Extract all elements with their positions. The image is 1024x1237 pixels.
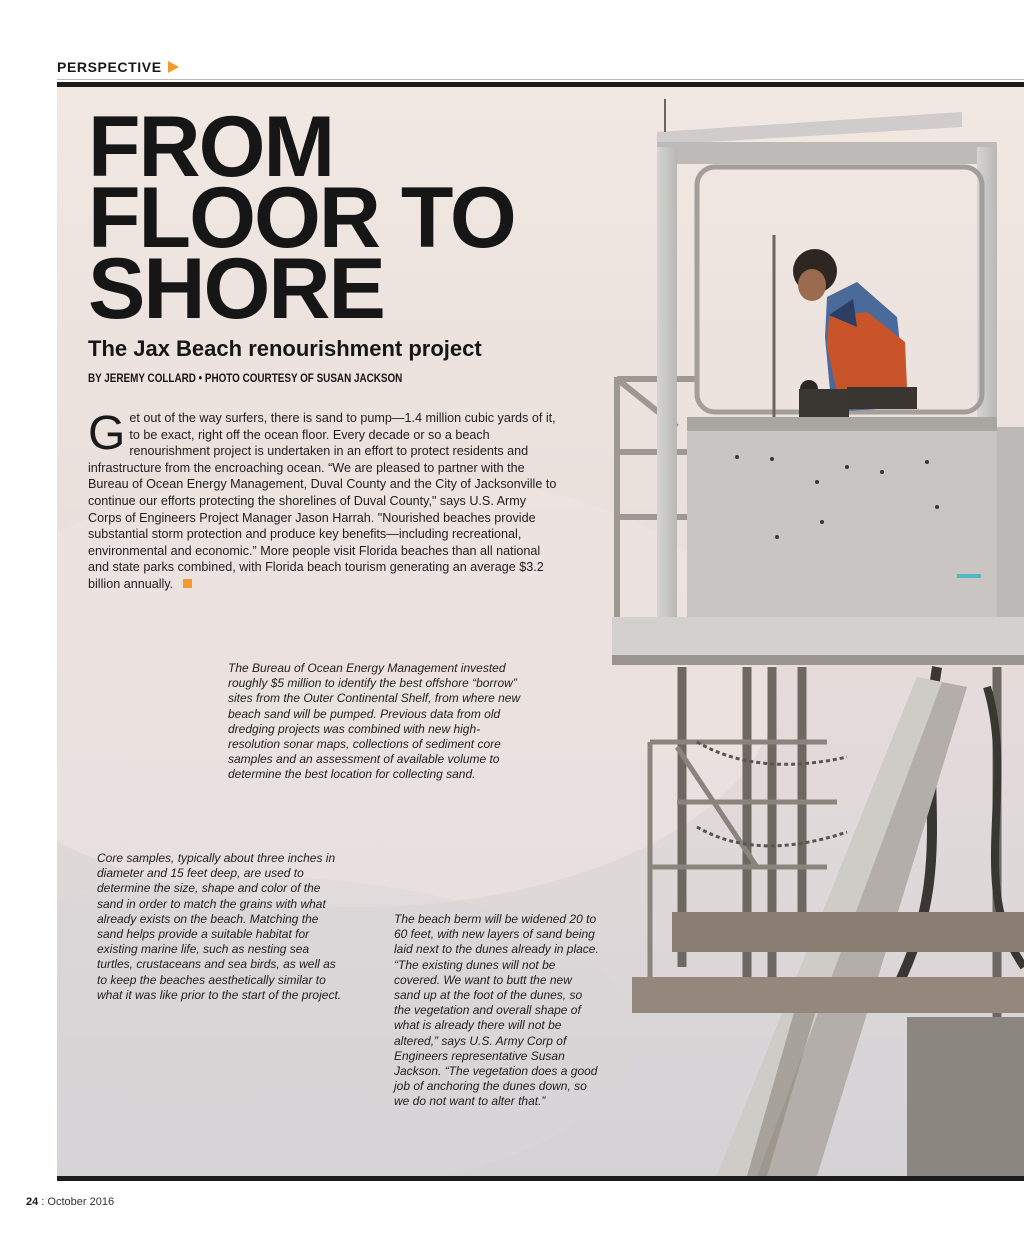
section-label bbox=[57, 59, 179, 75]
article-byline: BY JEREMY COLLARD • PHOTO COURTESY OF SUSAN JACKSON bbox=[88, 373, 403, 385]
page-folio bbox=[26, 1196, 114, 1208]
headline-line-3: SHORE bbox=[88, 241, 384, 337]
issue-date: October 2016 bbox=[47, 1196, 115, 1208]
folio-separator: : bbox=[38, 1196, 48, 1208]
drop-cap: G bbox=[88, 407, 126, 460]
footer-rule bbox=[57, 1176, 1024, 1181]
headline-line-1: FROM bbox=[88, 99, 334, 195]
section-label-text: PERSPECTIVE bbox=[57, 59, 162, 75]
article-body bbox=[88, 407, 558, 593]
headline-line-2: FLOOR TO bbox=[88, 170, 515, 266]
page-number: 24 bbox=[26, 1196, 39, 1208]
caption-core-samples: Core samples, typically about three inches in diameter and 15 feet deep, are used to determine the size, shape and color of the sand in order to match the grains with what already exists on the beach. Matching the sand helps provide a suitable habitat for existing marine life, such as nesting sea turtles, crustaceans and sea birds, as well as to keep the beaches aesthetically similar to what it was like prior to the start of the project. bbox=[97, 851, 342, 1002]
caption-ocean-energy: The Bureau of Ocean Energy Management invested roughly $5 million to identify the best offshore “borrow” sites from the Outer Continental Shelf, from where new beach sand will be pumped. Previous data from old dredging projects was combined with new high-resolution sonar maps, collections of sediment core samples and an assessment of available volume to determine the best location for collecting sand. bbox=[228, 661, 521, 782]
play-arrow-icon bbox=[168, 61, 179, 73]
article-body-text: et out of the way surfers, there is sand to pump—1.4 million cubic yards of it, to be exact, right off the ocean floor. Every decade or so a beach renourishment project is undertaken in an effort to protect residents and infrastructure from the encroaching ocean. “We are pleased to partner with the Bureau of Ocean Energy Management, Duval County and the City of Jacksonville to continue our efforts protecting the shorelines of Duval County," says U.S. Army Corps of Engineers Project Manager Jason Harrah. "Nourished beaches provide substantial storm protection and produce key benefits—including recreational, environmental and economic.” More people visit Florida beaches than all national and state parks combined, with Florida beach tourism generating an average $3.2 billion annually. bbox=[88, 411, 557, 591]
article-headline bbox=[88, 99, 515, 337]
header-thin-rule bbox=[57, 79, 1024, 80]
end-of-story-icon bbox=[183, 579, 192, 588]
caption-beach-berm: The beach berm will be widened 20 to 60 feet, with new layers of sand being laid next to the dunes already in place. “The existing dunes will not be covered. We want to butt the new sand up at the foot of the dunes, so the vegetation and overall shape of what is already there will not be altered,” says U.S. Army Corp of Engineers representative Susan Jackson. “The vegetation does a good job of anchoring the dunes down, so we do not want to alter that.” bbox=[394, 912, 599, 1109]
article-subhead: The Jax Beach renourishment project bbox=[88, 336, 482, 361]
